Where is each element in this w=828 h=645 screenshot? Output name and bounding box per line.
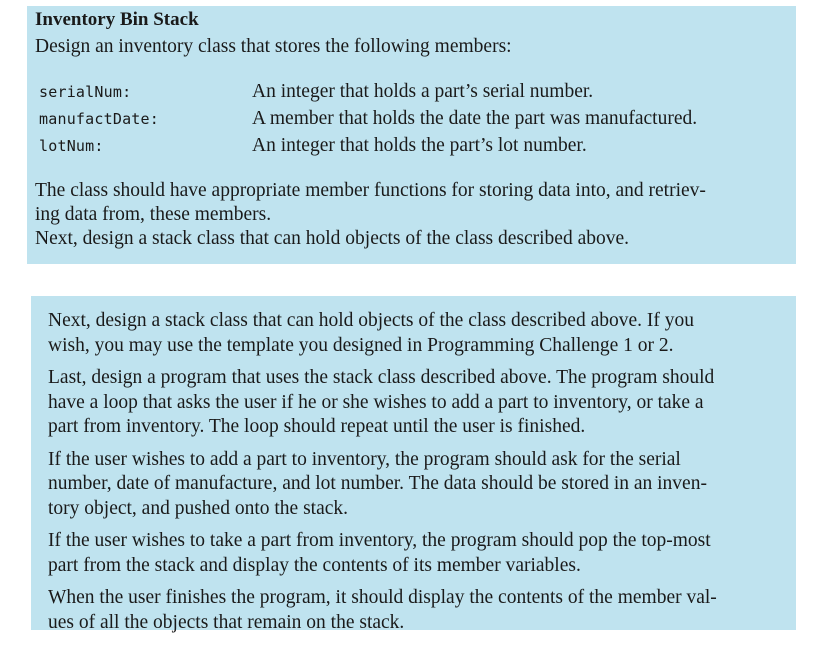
member-functions-paragraph <box>35 179 797 227</box>
member-description: An integer that holds the part’s lot number. <box>252 135 587 156</box>
paragraph-add-part <box>48 448 783 522</box>
bottom-panel <box>31 296 796 633</box>
paragraph-take-part <box>48 529 783 578</box>
member-description: An integer that holds a part’s serial number. <box>252 81 594 102</box>
member-list <box>35 81 796 162</box>
text-line: Next, design a stack class that can hold objects of the class described above. If you <box>48 310 695 331</box>
member-name: serialNum: <box>39 83 132 101</box>
member-row-lotnum <box>35 135 796 162</box>
text-line: ues of all the objects that remain on the stack. <box>48 611 405 633</box>
member-name: lotNum: <box>39 137 104 155</box>
text-line: The class should have appropriate member functions for storing data into, and retriev- <box>35 180 706 201</box>
text-line: If the user wishes to add a part to inventory, the program should ask for the serial <box>48 448 681 470</box>
text-line: number, date of manufacture, and lot number. The data should be stored in an inven- <box>48 473 707 494</box>
text-line: part from inventory. The loop should repeat until the user is finished. <box>48 416 586 437</box>
text-line: Last, design a program that uses the stack class described above. The program should <box>48 367 715 388</box>
intro-text: Design an inventory class that stores the following members: <box>35 36 512 57</box>
paragraph-program-loop <box>48 366 783 440</box>
paragraph-finish <box>48 586 783 635</box>
paragraph-stack-class <box>48 309 783 358</box>
stack-class-paragraph: Next, design a stack class that can hold objects of the class described above. <box>35 228 630 249</box>
text-line: ing data from, these members. <box>35 204 272 225</box>
page-title: Inventory Bin Stack <box>35 9 199 30</box>
text-line: If the user wishes to take a part from inventory, the program should pop the top-most <box>48 530 711 551</box>
text-line: wish, you may use the template you designed in Programming Challenge 1 or 2. <box>48 334 674 356</box>
top-panel <box>27 6 796 264</box>
member-row-serialnum <box>35 81 796 108</box>
member-name: manufactDate: <box>39 110 159 128</box>
member-description: A member that holds the date the part was manufactured. <box>252 108 698 129</box>
text-line: part from the stack and display the contents of its member variables. <box>48 554 581 576</box>
text-line: When the user finishes the program, it should display the contents of the member val- <box>48 587 717 608</box>
text-line: have a loop that asks the user if he or she wishes to add a part to inventory, or take a <box>48 391 704 413</box>
member-row-manufactdate <box>35 108 796 135</box>
text-line: tory object, and pushed onto the stack. <box>48 497 349 519</box>
